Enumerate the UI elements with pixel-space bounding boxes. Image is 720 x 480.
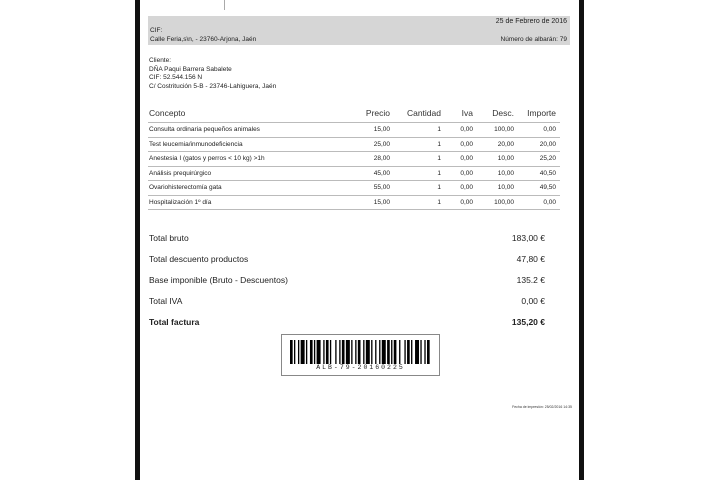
cell-importe: 49,50 xyxy=(539,184,556,191)
cell-precio: 28,00 xyxy=(373,155,390,162)
cell-precio: 55,00 xyxy=(373,184,390,191)
cell-concepto: Análisis prequirúrgico xyxy=(149,169,212,177)
barcode-bar xyxy=(427,340,430,364)
barcode-bar xyxy=(342,340,345,364)
delivery-note-number: Número de albarán: 79 xyxy=(500,36,567,43)
cell-precio: 45,00 xyxy=(373,169,390,177)
cell-cantidad: 1 xyxy=(437,155,441,162)
table-row xyxy=(148,137,560,152)
client-name: DÑA Paqui Barrera Sabalete xyxy=(149,65,232,73)
top-divider-tick xyxy=(224,0,225,10)
barcode-bar xyxy=(375,340,376,364)
cell-precio: 15,00 xyxy=(373,198,390,206)
cell-desc: 20,00 xyxy=(497,140,514,148)
barcode-bar xyxy=(314,340,315,364)
barcode-bar xyxy=(335,340,336,364)
cell-precio: 25,00 xyxy=(373,140,390,148)
barcode-bar xyxy=(379,340,380,364)
barcode xyxy=(281,334,440,376)
table-row xyxy=(148,166,560,181)
total-label: Total descuento productos xyxy=(149,254,249,264)
barcode-bar xyxy=(382,340,386,364)
total-value: 183,00 € xyxy=(511,233,545,243)
barcode-bar xyxy=(387,340,390,364)
cell-iva: 0,00 xyxy=(460,169,473,177)
cell-importe: 20,00 xyxy=(539,140,556,148)
cell-cantidad: 1 xyxy=(437,198,441,206)
total-factura-row xyxy=(148,315,560,336)
header-iva: Iva xyxy=(461,108,473,118)
cell-precio: 15,00 xyxy=(373,126,390,133)
table-row xyxy=(148,122,560,137)
total-iva-row xyxy=(148,294,560,315)
header-desc: Desc. xyxy=(492,108,514,118)
cell-desc: 100,00 xyxy=(494,126,514,133)
total-label: Total bruto xyxy=(149,233,189,243)
cell-desc: 100,00 xyxy=(494,198,514,206)
barcode-bar xyxy=(366,340,370,364)
cell-cantidad: 1 xyxy=(437,184,441,191)
barcode-bar xyxy=(323,340,324,364)
cell-concepto: Consulta ordinaria pequeños animales xyxy=(149,126,260,133)
table-row xyxy=(148,195,560,210)
total-descuento-row xyxy=(148,252,560,273)
total-label: Total IVA xyxy=(149,296,183,306)
cell-concepto: Hospitalización 1º día xyxy=(149,198,212,206)
totals-block xyxy=(148,231,560,336)
cell-concepto: Test leucemia/inmunodeficiencia xyxy=(149,140,243,148)
barcode-bar xyxy=(363,340,364,364)
barcode-bar xyxy=(420,340,421,364)
right-page-border xyxy=(579,0,584,480)
barcode-bar xyxy=(346,340,350,364)
barcode-bar xyxy=(326,340,329,364)
barcode-bar xyxy=(371,340,372,364)
barcode-bar xyxy=(298,340,299,364)
barcode-bar xyxy=(290,340,293,364)
invoice-header xyxy=(148,16,570,45)
barcode-bar xyxy=(310,340,313,364)
cell-iva: 0,00 xyxy=(460,140,473,148)
total-value: 0,00 € xyxy=(521,296,545,306)
header-importe: Importe xyxy=(527,108,556,118)
barcode-bar xyxy=(351,340,352,364)
cell-iva: 0,00 xyxy=(460,126,473,133)
cell-cantidad: 1 xyxy=(437,126,441,133)
items-table xyxy=(148,108,560,210)
cell-desc: 10,00 xyxy=(497,155,514,162)
total-value: 135.2 € xyxy=(516,275,545,285)
barcode-bar xyxy=(317,340,321,364)
cell-cantidad: 1 xyxy=(437,140,441,148)
client-block xyxy=(149,57,276,91)
table-bottom-rule xyxy=(148,209,560,210)
barcode-bar xyxy=(415,340,419,364)
barcode-bar xyxy=(358,340,361,364)
total-bruto-row xyxy=(148,231,560,252)
barcode-bar xyxy=(424,340,425,364)
header-cantidad: Cantidad xyxy=(406,108,441,118)
cell-importe: 40,50 xyxy=(539,169,556,177)
client-label: Cliente: xyxy=(149,57,172,64)
table-header xyxy=(148,108,560,122)
barcode-bar xyxy=(301,340,305,364)
print-date: Fecha de impresión: 25/02/2016 14:35 xyxy=(512,405,572,409)
barcode-bar xyxy=(339,340,340,364)
header-precio: Precio xyxy=(365,108,390,118)
cell-importe: 0,00 xyxy=(543,198,556,206)
barcode-bar xyxy=(330,340,331,364)
barcode-bar xyxy=(355,340,356,364)
barcode-bar xyxy=(411,340,412,364)
barcode-bar xyxy=(306,340,307,364)
invoice-date: 25 de Febrero de 2016 xyxy=(495,18,567,25)
cell-concepto: Ovariohisterectomía gata xyxy=(149,184,222,191)
table-row xyxy=(148,180,560,195)
barcode-text: ALB-79-20160225 xyxy=(316,364,405,371)
company-address: Calle Feria,s\n, - 23760-Arjona, Jaén xyxy=(150,36,257,43)
total-label: Total factura xyxy=(149,317,200,327)
barcode-bar xyxy=(294,340,295,364)
header-concepto: Concepto xyxy=(149,108,186,118)
company-cif: CIF: xyxy=(150,27,163,34)
barcode-bar xyxy=(394,340,397,364)
cell-desc: 10,00 xyxy=(497,169,514,177)
client-address: C/ Costritución 5-B - 23746-Lahiguera, Jaén xyxy=(149,82,277,90)
barcode-bar xyxy=(399,340,400,364)
cell-concepto: Anestesia I (gatos y perros < 10 kg) >1h xyxy=(149,155,265,162)
cell-cantidad: 1 xyxy=(437,169,441,177)
cell-iva: 0,00 xyxy=(460,198,473,206)
barcode-bar xyxy=(391,340,392,364)
client-cif: CIF: 52.544.156 N xyxy=(149,74,203,81)
total-label: Base imponible (Bruto - Descuentos) xyxy=(149,275,288,285)
total-value: 47,80 € xyxy=(516,254,545,264)
total-value: 135,20 € xyxy=(511,317,545,327)
base-imponible-row xyxy=(148,273,560,294)
table-row xyxy=(148,151,560,166)
barcode-bar xyxy=(404,340,405,364)
barcode-bar xyxy=(407,340,410,364)
cell-importe: 25,20 xyxy=(539,155,556,162)
cell-iva: 0,00 xyxy=(460,155,473,162)
barcode-bars xyxy=(290,340,431,364)
cell-iva: 0,00 xyxy=(460,184,473,191)
cell-desc: 10,00 xyxy=(497,184,514,191)
cell-importe: 0,00 xyxy=(543,126,556,133)
